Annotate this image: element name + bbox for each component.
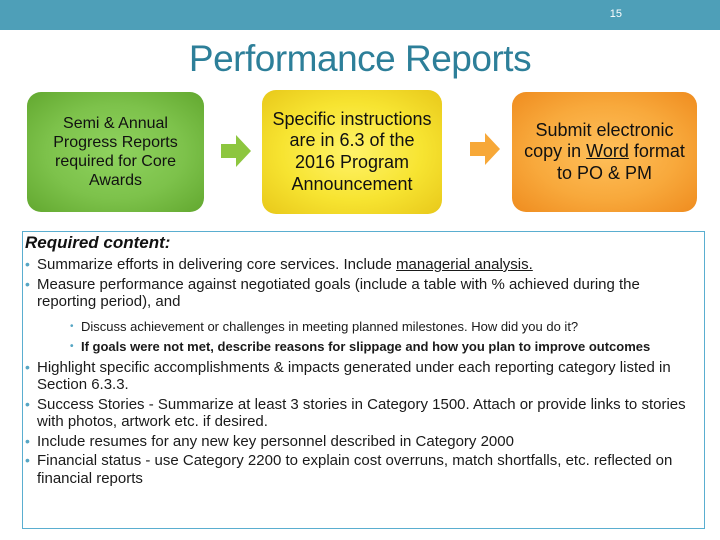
sub-list-item-text: Discuss achievement or challenges in meeting planned milestones. How did you do it? <box>81 318 579 334</box>
bullet-icon: • <box>25 275 30 292</box>
step-box-progress-reports-text: Semi & Annual Progress Reports required for Core Awards <box>53 114 178 190</box>
step-box-submit-suffix: format to PO & PM <box>556 141 685 183</box>
page-number: 15 <box>609 8 622 20</box>
list-item <box>0 396 720 431</box>
step-box-instructions <box>262 90 442 214</box>
right-arrow-icon <box>221 135 251 167</box>
step-box-submit-prefix: Submit electronic copy in <box>524 119 674 162</box>
right-arrow-icon <box>470 133 500 165</box>
sub-list-item <box>0 339 720 355</box>
word-format-link[interactable]: Word <box>586 141 629 162</box>
header-bar <box>0 0 720 30</box>
list-item-text: Summarize efforts in delivering core services. Include <box>37 256 397 273</box>
bullet-icon: • <box>70 320 74 332</box>
managerial-analysis-link[interactable]: managerial analysis. <box>396 256 533 273</box>
step-box-instructions-text: Specific instructions are in 6.3 of the 2016 Program Announcement <box>272 108 432 194</box>
list-item <box>0 433 720 451</box>
list-item-text: Measure performance against negotiated goals (include a table with % achieved during the reporting period), and <box>37 275 640 310</box>
required-content-heading: Required content: <box>25 233 171 252</box>
list-item <box>0 256 720 274</box>
list-item-text: Financial status - use Category 2200 to explain cost overruns, match shortfalls, etc. reflected on financial reports <box>37 452 673 487</box>
step-box-submit-text <box>518 120 691 185</box>
bullet-icon: • <box>25 452 30 468</box>
required-content-list <box>0 256 720 487</box>
bullet-icon: • <box>25 256 30 272</box>
list-item <box>0 359 720 394</box>
sub-list-item <box>0 319 720 335</box>
list-item <box>0 452 720 487</box>
list-item-text: Highlight specific accomplishments & impacts generated under each reporting category listed in Section 6.3.3. <box>37 358 671 393</box>
list-item-text: Success Stories - Summarize at least 3 stories in Category 1500. Attach or provide links to stories with photos, artwork etc. if desired. <box>37 395 686 430</box>
bullet-icon: • <box>25 358 30 375</box>
bullet-icon: • <box>25 395 30 412</box>
step-box-progress-reports <box>27 92 204 212</box>
sub-list-item-text: If goals were not met, describe reasons for slippage and how you plan to improve outcomes <box>81 338 651 354</box>
bullet-icon: • <box>25 432 30 449</box>
bullet-icon: • <box>70 340 74 352</box>
list-item <box>0 276 720 311</box>
slide-title: Performance Reports <box>188 38 532 79</box>
step-box-submit <box>512 92 697 212</box>
list-item-text: Include resumes for any new key personnel described in Category 2000 <box>37 432 514 450</box>
